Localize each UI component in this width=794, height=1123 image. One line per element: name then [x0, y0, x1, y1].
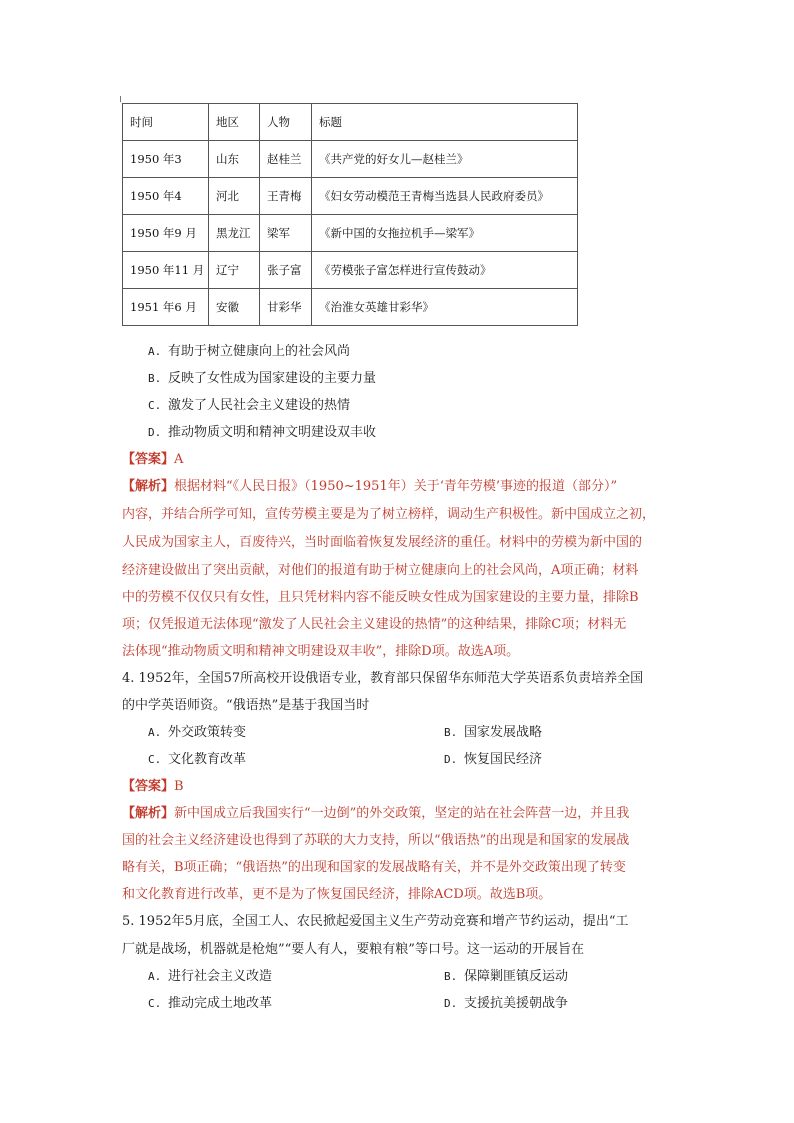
q4-analysis-line: 和文化教育进行改革，更不是为了恢复国民经济，排除ACD项。故选B项。	[122, 887, 552, 902]
q3-analysis-line: 人民成为国家主人，百废待兴，当时面临着恢复发展经济的重任。材料中的劳模为新中国的	[122, 535, 643, 550]
cell-time: 1951 年6 月	[123, 289, 209, 326]
q4-analysis-line: 略有关，B项正确；“俄语热”的出现和国家的发展战略有关，并不是外交政策出现了转变	[122, 860, 626, 875]
table-row	[123, 178, 578, 215]
cell-title: 《共产党的好女儿—赵桂兰》	[312, 141, 578, 178]
q3-analysis-line: 法体现“推动物质文明和精神文明建设双丰收”，排除D项。故选A项。	[122, 644, 520, 659]
cell-region: 辽宁	[209, 252, 260, 289]
cell-time: 1950 年11 月	[123, 252, 209, 289]
q4-option-b: B. 国家发展战略	[444, 725, 543, 740]
cell-person: 梁军	[260, 215, 312, 252]
cell-time: 1950 年4	[123, 178, 209, 215]
q3-option-b: B. 反映了女性成为国家建设的主要力量	[148, 371, 377, 386]
q3-option-a: A. 有助于树立健康向上的社会风尚	[148, 344, 351, 359]
cell-title: 《治淮女英雄甘彩华》	[312, 289, 578, 326]
q4-answer: 【答案】B	[122, 779, 184, 794]
q4-stem-line: 的中学英语师资。“俄语热”是基于我国当时	[122, 698, 370, 713]
cell-region: 黑龙江	[209, 215, 260, 252]
cell-person: 王青梅	[260, 178, 312, 215]
table-header-row	[123, 104, 578, 141]
header-region: 地区	[209, 104, 260, 141]
q5-option-a: A. 进行社会主义改造	[148, 969, 273, 984]
material-table	[122, 103, 578, 326]
cell-person: 赵桂兰	[260, 141, 312, 178]
q3-analysis-line: 内容，并结合所学可知，宣传劳模主要是为了树立榜样，调动生产积极性。新中国成立之初，	[122, 507, 656, 522]
cell-time: 1950 年3	[123, 141, 209, 178]
q3-analysis-line: 【解析】根据材料“《人民日报》（1950~1951年）关于‘青年劳模’事迹的报道（部分）”	[122, 479, 618, 494]
cell-region: 河北	[209, 178, 260, 215]
q4-analysis-line: 【解析】新中国成立后我国实行“一边倒”的外交政策，坚定的站在社会阵营一边，并且我	[122, 806, 630, 821]
q5-option-d: D. 支援抗美援朝战争	[444, 996, 569, 1011]
q5-option-c: C. 推动完成土地改革	[148, 996, 273, 1011]
cell-time: 1950 年9 月	[123, 215, 209, 252]
q3-option-c: C. 激发了人民社会主义建设的热情	[148, 398, 351, 413]
cell-person: 张子富	[260, 252, 312, 289]
table-row	[123, 141, 578, 178]
cell-title: 《新中国的女拖拉机手—梁军》	[312, 215, 578, 252]
q3-answer: 【答案】A	[122, 452, 184, 467]
q3-analysis-line: 项；仅凭报道无法体现“激发了人民社会主义建设的热情”的这种结果，排除C项；材料无	[122, 617, 627, 632]
cell-region: 安徽	[209, 289, 260, 326]
q4-option-c: C. 文化教育改革	[148, 752, 247, 767]
q4-stem-line: 4. 1952年，全国57所高校开设俄语专业，教育部只保留华东师范大学英语系负责培养全国	[122, 671, 644, 686]
header-time: 时间	[123, 104, 209, 141]
cell-title: 《妇女劳动模范王青梅当选县人民政府委员》	[312, 178, 578, 215]
q5-stem-line: 5. 1952年5月底，全国工人、农民掀起爱国主义生产劳动竞赛和增产节约运动，提出“工	[122, 914, 629, 929]
q3-analysis-line: 中的劳模不仅仅只有女性，且只凭材料内容不能反映女性成为国家建设的主要力量，排除B	[122, 590, 639, 605]
header-title: 标题	[312, 104, 578, 141]
q5-stem-line: 厂就是战场，机器就是枪炮”“要人有人，要粮有粮”等口号。这一运动的开展旨在	[122, 942, 584, 957]
table-row	[123, 252, 578, 289]
q4-option-a: A. 外交政策转变	[148, 725, 247, 740]
table-row	[123, 215, 578, 252]
q3-option-d: D. 推动物质文明和精神文明建设双丰收	[148, 425, 377, 440]
cell-person: 甘彩华	[260, 289, 312, 326]
q5-option-b: B. 保障剿匪镇反运动	[444, 969, 569, 984]
header-person: 人物	[260, 104, 312, 141]
q4-option-d: D. 恢复国民经济	[444, 752, 543, 767]
corner-mark	[120, 96, 121, 102]
cell-title: 《劳模张子富怎样进行宣传鼓动》	[312, 252, 578, 289]
q4-analysis-line: 国的社会主义经济建设也得到了苏联的大力支持，所以“俄语热”的出现是和国家的发展战	[122, 833, 630, 848]
cell-region: 山东	[209, 141, 260, 178]
q3-analysis-line: 经济建设做出了突出贡献，对他们的报道有助于树立健康向上的社会风尚，A项正确；材料	[122, 563, 639, 578]
table-row	[123, 289, 578, 326]
